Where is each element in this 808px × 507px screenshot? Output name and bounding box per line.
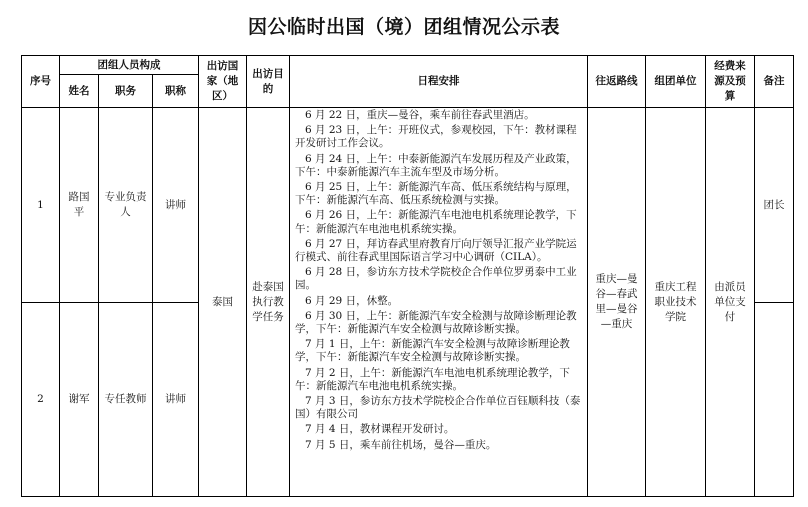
funding-cell: 由派员单位支付 bbox=[706, 108, 755, 497]
table-row bbox=[22, 108, 794, 303]
schedule-item: 7 月 1 日，上午：新能源汽车安全检测与故障诊断理论教学，下午：新能源汽车安全检测与故障诊断实操。 bbox=[295, 338, 570, 364]
header-purpose: 出访目的 bbox=[247, 56, 290, 108]
schedule-item: 6 月 29 日，休整。 bbox=[305, 294, 399, 307]
member-rank: 讲师 bbox=[153, 108, 199, 303]
member-position: 专业负责人 bbox=[99, 108, 153, 303]
schedule-cell bbox=[290, 108, 588, 497]
schedule-item: 7 月 5 日，乘车前往机场，曼谷—重庆。 bbox=[305, 438, 497, 451]
member-position: 专任教师 bbox=[99, 303, 153, 497]
schedule-item: 6 月 24 日，上午：中泰新能源汽车发展历程及产业政策，下午：中泰新能源汽车主流车型及市场分析。 bbox=[295, 152, 577, 178]
member-name: 路国平 bbox=[60, 108, 99, 303]
schedule-item: 6 月 30 日，上午：新能源汽车安全检测与故障诊断理论教学，下午：新能源汽车安全检测与故障诊断实操。 bbox=[295, 309, 577, 336]
header-name: 姓名 bbox=[60, 75, 99, 108]
schedule-item: 7 月 2 日，上午：新能源汽车电池电机系统理论教学，下午：新能源汽车电池电机系统实操。 bbox=[295, 366, 570, 392]
header-schedule: 日程安排 bbox=[290, 56, 588, 108]
header-seq: 序号 bbox=[22, 56, 60, 108]
purpose-cell: 赴泰国执行教学任务 bbox=[247, 108, 290, 497]
header-group-members: 团组人员构成 bbox=[60, 56, 199, 75]
schedule-item: 6 月 27 日，拜访春武里府教育厅向厅领导汇报产业学院运行模式、前往春武里国际语言学习中心调研（CILA）。 bbox=[295, 237, 577, 264]
route-cell: 重庆—曼谷—春武里—曼谷—重庆 bbox=[588, 108, 646, 497]
header-funding: 经费来源及预算 bbox=[706, 56, 755, 108]
schedule-item: 7 月 4 日，教材课程开发研讨。 bbox=[305, 423, 455, 436]
header-organizer: 组团单位 bbox=[646, 56, 706, 108]
country-cell: 泰国 bbox=[199, 108, 247, 497]
schedule-item: 6 月 28 日，参访东方技术学院校企合作单位罗勇泰中工业园。 bbox=[295, 266, 577, 292]
schedule-item: 6 月 26 日，上午：新能源汽车电池电机系统理论教学，下午：新能源汽车电池电机系统实操。 bbox=[295, 209, 577, 235]
header-route: 往返路线 bbox=[588, 56, 646, 108]
header-remarks: 备注 bbox=[755, 56, 794, 108]
member-seq: 2 bbox=[22, 303, 60, 497]
schedule-item: 6 月 22 日，重庆—曼谷，乘车前往春武里酒店。 bbox=[305, 109, 535, 121]
member-remark: 团长 bbox=[755, 108, 794, 303]
member-seq: 1 bbox=[22, 108, 60, 303]
organizer-cell: 重庆工程职业技术学院 bbox=[646, 108, 706, 497]
header-country: 出访国家（地区） bbox=[199, 56, 247, 108]
member-name: 谢军 bbox=[60, 303, 99, 497]
member-rank: 讲师 bbox=[153, 303, 199, 497]
header-position: 职务 bbox=[99, 75, 153, 108]
member-remark bbox=[755, 303, 794, 497]
page-title: 因公临时出国（境）团组情况公示表 bbox=[247, 16, 560, 38]
header-row-1 bbox=[22, 56, 794, 75]
schedule-item: 6 月 23 日，上午：开班仪式，参观校园，下午：教材课程开发研讨工作会议。 bbox=[295, 124, 577, 150]
schedule-item: 7 月 3 日，参访东方技术学院校企合作单位百钰顺科技（泰国）有限公司 bbox=[295, 395, 581, 421]
schedule-item: 6 月 25 日，上午：新能源汽车高、低压系统结构与原理，下午：新能源汽车高、低压系统检测与实操。 bbox=[295, 181, 577, 207]
header-rank: 职称 bbox=[153, 75, 199, 108]
delegation-table bbox=[21, 55, 794, 497]
